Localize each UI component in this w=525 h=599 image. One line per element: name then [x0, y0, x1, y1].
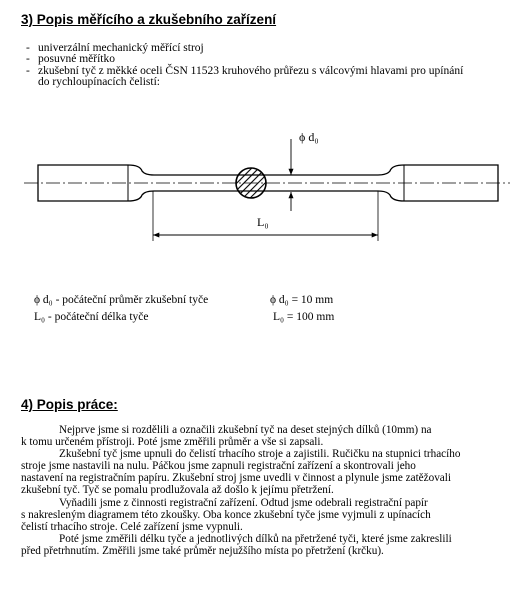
specimen-diagram: [0, 115, 525, 250]
list-item: - univerzální mechanický měřící stroj: [26, 42, 204, 54]
list-item-continuation: do rychloupínacích čelistí:: [38, 76, 160, 89]
legend-diameter-desc: ϕ d₀ - počáteční průměr zkušební tyče: [34, 294, 209, 306]
list-item-text: univerzální mechanický měřící stroj: [38, 42, 204, 54]
text-line: čelistí trhacího stroje. Celé zařízení jsme vypnuli.: [21, 520, 243, 533]
list-item: - zkušební tyč z měkké oceli ČSN 11523 kruhového průřezu s válcovými hlavami pro upínání: [26, 64, 464, 77]
text-line: Nejprve jsme si rozdělili a označili zkušební tyč na deset stejných dílků (10mm) na: [59, 424, 432, 436]
legend-diameter-value: ϕ d₀ = 10 mm: [270, 294, 334, 306]
length-label: L₀: [257, 215, 269, 229]
text-line: Zkušební tyč jsme upnuli do čelistí trhacího stroje a zajistili. Ručičku na stupnici trhacího: [59, 448, 461, 461]
diameter-label: ϕ d₀: [299, 130, 319, 144]
heading-work: 4) Popis práce:: [21, 397, 118, 412]
text-line: Poté jsme změřili délku tyče a jednotlivých dílků na přetržené tyči, které jsme zakreslili: [59, 532, 452, 545]
text-line: Vyňadili jsme z činnosti registrační zařízení. Odtud jsme odebrali registrační papír: [59, 496, 428, 509]
cross-section-hatch: [236, 168, 266, 198]
text-line: nastavení na registračním papíru. Zkušební stroj jsme uvedli v činnost a plynule jsme zatěžovali: [21, 472, 451, 485]
heading-equipment: 3) Popis měřícího a zkušebního zařízení: [21, 12, 277, 27]
work-description: [21, 424, 489, 557]
legend-length-desc: L₀ - počáteční délka tyče: [34, 311, 149, 323]
text-line: s nakresleným diagramem této zkoušky. Oba konce zkušební tyče jsme vyjmuli z upínacích: [21, 508, 431, 521]
list-item-text: zkušební tyč z měkké oceli ČSN 11523 kruhového průřezu s válcovými hlavami pro upínání: [38, 64, 464, 77]
equipment-list: [26, 43, 506, 89]
list-item: - posuvné měřítko: [26, 53, 115, 66]
text-line: před přetrhnutím. Změřili jsme také průměr nejužšího místa po přetržení (krčku).: [21, 544, 384, 557]
text-line: zkušební tyč. Tyč se pomalu prodlužovala až došlo k jejímu přetržení.: [21, 484, 334, 497]
text-line: stroje jsme nastavili na nulu. Páčkou jsme zapnuli registrační zařízení a skontrovali jeho: [21, 460, 416, 473]
legend-length-value: L₀ = 100 mm: [273, 311, 335, 323]
list-item-text: posuvné měřítko: [38, 53, 115, 66]
text-line: k tomu určeném přístroji. Poté jsme změřili průměr a vše si zapsali.: [21, 436, 324, 449]
